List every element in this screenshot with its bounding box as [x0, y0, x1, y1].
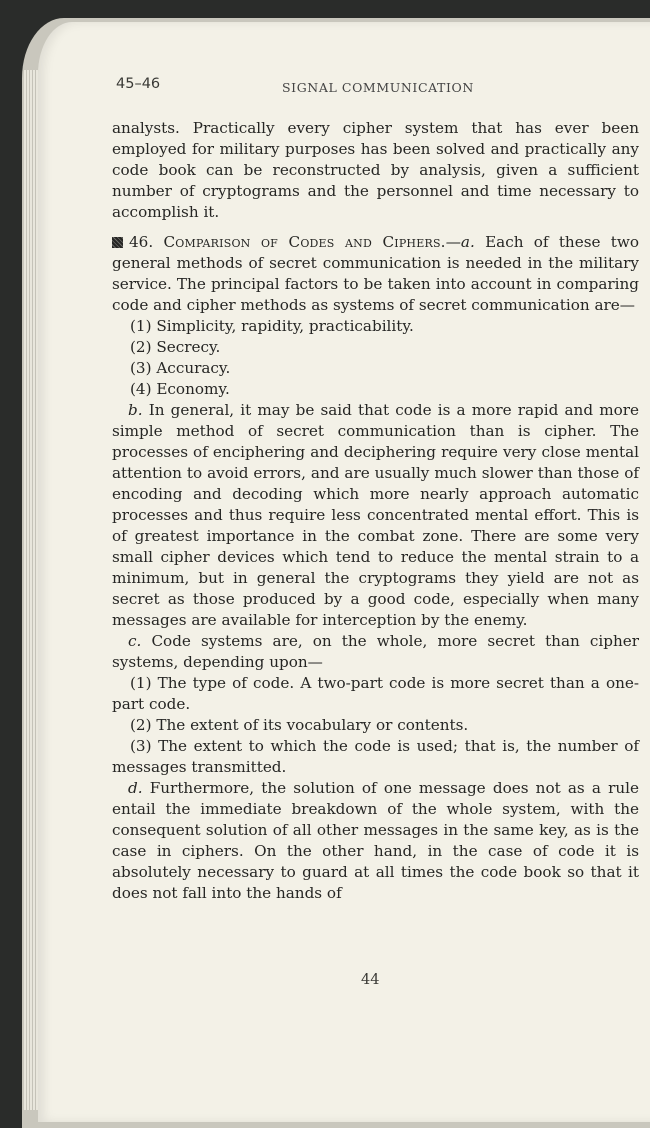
list-item: (2) Secrecy. [130, 338, 221, 356]
section-marker-icon [112, 237, 123, 248]
subsection-d-letter: d. [128, 779, 143, 797]
subsection-c-text: Code systems are, on the whole, more secret than cipher systems, depending upon— [112, 632, 639, 671]
body-text [112, 118, 639, 904]
section-46-number: 46. [129, 233, 154, 251]
running-head [116, 76, 636, 100]
page-edges [24, 70, 38, 1110]
list-item: (1) The type of code. A two-part code is more secret than a one-part code. [112, 674, 639, 713]
running-title: SIGNAL COMMUNICATION [282, 80, 474, 95]
subsection-c [112, 631, 639, 673]
section-46-heading: Comparison of Codes and Ciphers. [163, 233, 446, 251]
subsection-d [112, 778, 639, 904]
list-item: (3) The extent to which the code is used; that is, the number of messages transmitted. [112, 737, 639, 776]
subsection-c-letter: c. [128, 632, 142, 650]
section-number: 45–46 [116, 76, 161, 92]
subsection-d-text: Furthermore, the solution of one message does not as a rule entail the immediate breakdown of the whole system, with the consequent solution of all other messages in the same key, as is the case in ciphers. On the other hand, in the case of code it is absolutely necessary to guard at all times the code book so that it does not fall into the hands of [112, 779, 639, 902]
paragraph-analysts: analysts. Practically every cipher system that has ever been employed for military purposes has been solved and practically any code book can be reconstructed by analysis, given a sufficient number of cryptograms and the personnel and time necessary to accomplish it. [112, 119, 639, 221]
section-46-text: Each of these two general methods of secret communication is needed in the military service. The principal factors to be taken into account in comparing code and cipher methods as systems of secret communication are— [112, 233, 639, 314]
page-number: 44 [361, 972, 380, 988]
subsection-a-letter: —a. [445, 233, 475, 251]
list-item: (1) Simplicity, rapidity, practicability. [130, 317, 414, 335]
subsection-b-text: In general, it may be said that code is a more rapid and more simple method of secret communication than is cipher. The processes of enciphering and deciphering require very close mental attention to avoid errors, and are usually much slower than those of encoding and decoding which more nearly approach automatic processes and thus require less concentrated mental effort. This is of greatest importance in the combat zone. There are some very small cipher devices which tend to reduce the mental strain to a minimum, but in general the cryptograms they yield are not as secret as those produced by a good code, especially when many messages are available for interception by the enemy. [112, 401, 639, 629]
list-item: (2) The extent of its vocabulary or contents. [130, 716, 469, 734]
subsection-b-letter: b. [128, 401, 143, 419]
list-item: (3) Accuracy. [130, 359, 231, 377]
section-46-paragraph [112, 232, 639, 316]
list-item: (4) Economy. [130, 380, 230, 398]
subsection-b [112, 400, 639, 631]
